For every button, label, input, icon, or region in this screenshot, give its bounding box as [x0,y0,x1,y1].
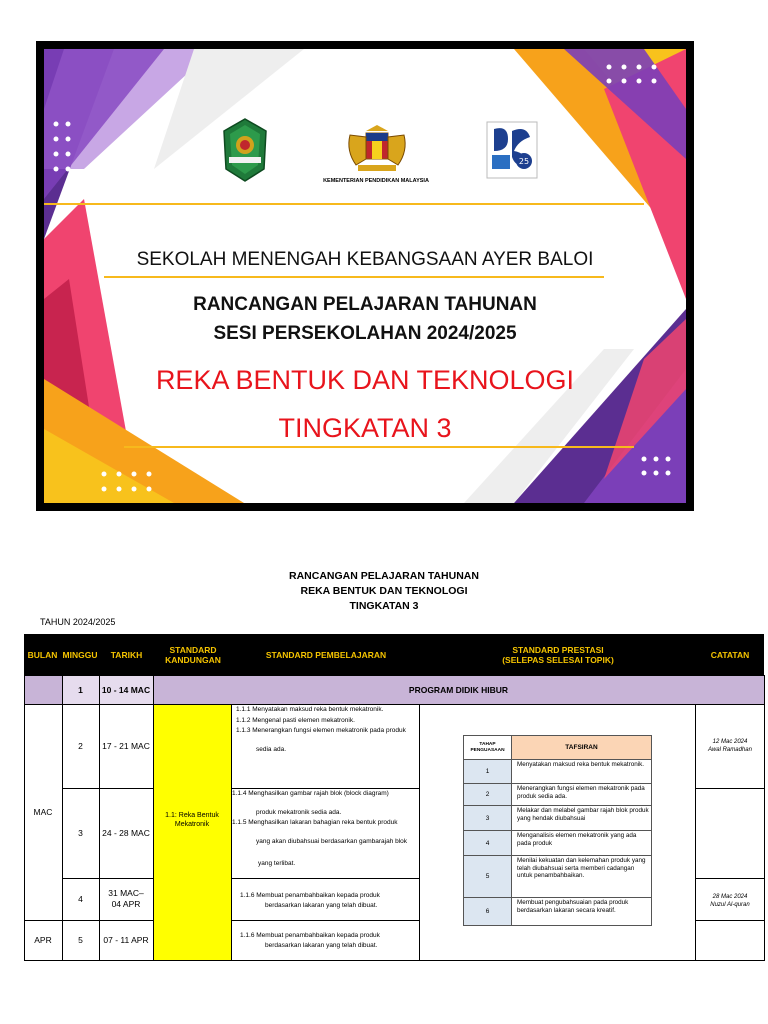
date-week-5: 07 - 11 APR [103,935,149,945]
tafsiran-level: 2 [464,784,512,805]
doc-title-line1: RANCANGAN PELAJARAN TAHUNAN [289,570,479,582]
ministry-label: KEMENTERIAN PENDIDIKAN MALAYSIA [323,178,429,184]
cover-form-level: TINGKATAN 3 [278,413,452,443]
cover-frame [36,41,694,511]
catatan-week2-event: Awal Ramadhan [708,747,752,753]
sp-1-1-3-cont: sedia ada. [256,746,286,753]
tafsiran-header [463,735,652,760]
header-standard-prestasi [420,634,696,675]
cover-subject: REKA BENTUK DAN TEKNOLOGI [155,365,575,395]
tafsiran-row [463,760,652,784]
header-standard-pembelajaran: STANDARD PEMBELAJARAN [265,649,387,660]
header-standard-prestasi-sub: (SELEPAS SELESAI TOPIK) [502,654,614,665]
header-catatan: CATATAN [710,649,750,660]
tafsiran-desc: Membuat pengubahsuaian pada produk berdasarkan lakaran secara kreatif. [517,899,629,914]
tafsiran-level: 6 [464,898,512,925]
sp-1-1-6-week5-cont: berdasarkan lakaran yang telah dibuat. [265,942,378,949]
sp-1-1-3: 1.1.3 Menerangkan fungsi elemen mekatronik pada produk [236,727,406,734]
sp-1-1-6-week4-cont: berdasarkan lakaran yang telah dibuat. [265,902,378,909]
header-standard-prestasi-title: STANDARD PRESTASI [512,644,604,655]
sp-1-1-1: 1.1.1 Menyatakan maksud reka bentuk mekatronik. [236,706,384,713]
header-standard-kandungan: STANDARD KANDUNGAN [165,644,221,665]
doc-title-line2: REKA BENTUK DAN TEKNOLOGI [300,585,468,597]
sp-1-1-4-cont: produk mekatronik sedia ada. [256,809,342,816]
tafsiran-row [463,898,652,926]
sp-1-1-6-week5: 1.1.6 Membuat penambahbaikan kepada produk [240,932,380,939]
header-bulan: BULAN [27,649,58,660]
week-4: 4 [78,894,83,904]
week-1: 1 [78,684,83,695]
tafsiran-desc: Menerangkan fungsi elemen mekatronik pada produk sedia ada. [517,785,645,800]
program-didik-hibur: PROGRAM DIDIK HIBUR [408,684,509,695]
school-crest-logo [220,117,270,183]
tafsiran-desc: Menganalisis elemen mekatronik yang ada pada produk [517,832,637,847]
date-week-3: 24 - 28 MAC [102,828,150,838]
coat-of-arms-logo [344,125,410,175]
tafsiran-level: 5 [464,856,512,897]
tafsiran-row [463,831,652,856]
sp-1-1-5-cont: yang akan diubahsuai berdasarkan gambarajah blok [256,838,408,845]
header-minggu: MINGGU [62,649,98,660]
table-header-row [24,634,764,675]
logo-25-text: 25 [518,157,530,166]
tafsiran-row [463,856,652,898]
tafsiran-desc: Melakar dan melabel gambar rajah blok produk yang hendak diubahsuai [517,807,649,822]
header-tarikh: TARIKH [110,649,143,660]
catatan-week2-date: 12 Mac 2024 [712,739,748,745]
sp-1-1-4: 1.1.4 Menghasilkan gambar rajah blok (block diagram) [232,790,389,797]
sp-1-1-5: 1.1.5 Menghasilkan lakaran bahagian reka bentuk produk [232,819,398,826]
tafsiran-desc: Menyatakan maksud reka bentuk mekatronik. [517,761,645,768]
tafsiran-desc: Menilai kekuatan dan kelemahan produk yang telah diubahsuai serta memberi cadangan untuk penambahbaikan. [517,857,646,880]
week-5: 5 [78,935,83,945]
tafsiran-row [463,784,652,806]
catatan-week4-date: 28 Mac 2024 [712,894,748,900]
cover-title-line1: RANCANGAN PELAJARAN TAHUNAN [193,294,537,315]
standard-kandungan: 1.1: Reka Bentuk Mekatronik [165,812,219,828]
school-name: SEKOLAH MENENGAH KEBANGSAAN AYER BALOI [136,249,594,270]
tafsiran-row [463,806,652,831]
tafsiran-level: 4 [464,831,512,855]
anniversary-25-logo [486,121,538,179]
week-2: 2 [78,741,83,751]
date-week-2: 17 - 21 MAC [102,741,150,751]
catatan-week4-event: Nuzul Al-quran [710,902,750,908]
month-mac: MAC [33,807,53,817]
tafsiran-level: 3 [464,806,512,830]
week-3: 3 [78,828,83,838]
month-apr: APR [34,935,52,945]
tafsiran-head-desc: TAFSIRAN [565,744,598,751]
sp-1-1-5-end: yang terlibat. [258,860,296,867]
doc-title-line3: TINGKATAN 3 [349,600,419,612]
date-week-4: 31 MAC– 04 APR [108,888,144,909]
cover-title-line2: SESI PERSEKOLAHAN 2024/2025 [213,323,517,344]
tafsiran-level: 1 [464,760,512,783]
academic-year: TAHUN 2024/2025 [40,617,116,627]
sp-1-1-6-week4: 1.1.6 Membuat penambahbaikan kepada produk [240,892,380,899]
cover-page [44,49,686,503]
tafsiran-head-level: TAHAP PENGUASAAN [464,736,512,759]
sp-1-1-2: 1.1.2 Mengenal pasti elemen mekatronik. [236,717,355,724]
date-week-1: 10 - 14 MAC [101,684,151,695]
